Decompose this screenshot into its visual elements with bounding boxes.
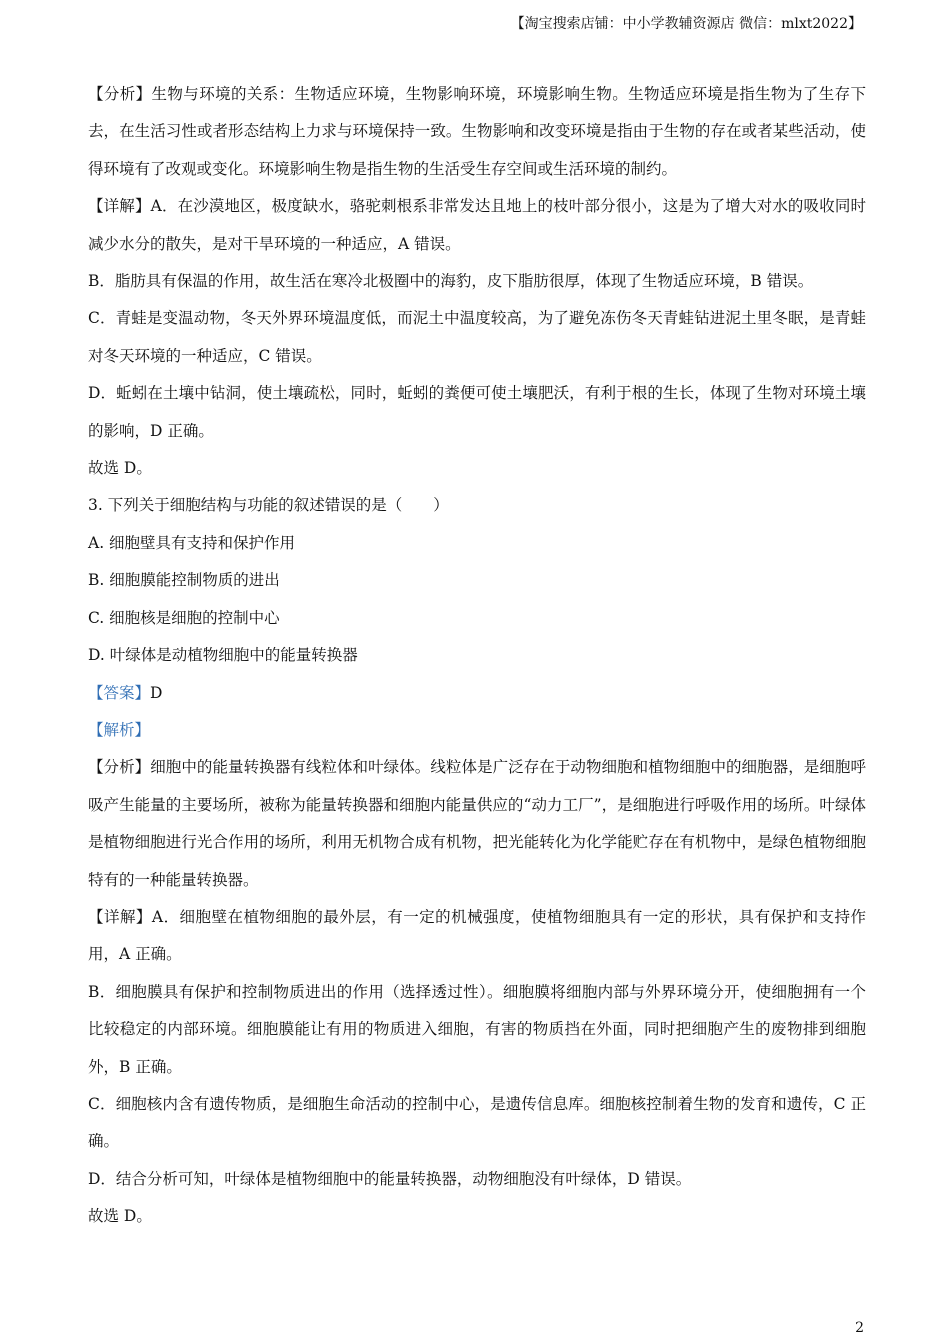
- question-stem: 3. 下列关于细胞结构与功能的叙述错误的是（ ）: [88, 496, 449, 515]
- page-number: 2: [855, 1320, 864, 1336]
- detail-paragraph-2c: C．细胞核内含有遗传物质，是细胞生命活动的控制中心，是遗传信息库。细胞核控制着生物的发育和遗传，C 正确。: [88, 1094, 866, 1151]
- detail-paragraph-2d: D．结合分析可知，叶绿体是植物细胞中的能量转换器，动物细胞没有叶绿体，D 错误。: [88, 1169, 692, 1188]
- detail-paragraph-2b: B．细胞膜具有保护和控制物质进出的作用（选择透过性）。细胞膜将细胞内部与外界环境分开，使细胞拥有一个比较稳定的内部环境。细胞膜能让有用的物质进入细胞，有害的物质挡在外面，同时把细胞产生的废物排到细胞外，B 正确。: [88, 982, 866, 1076]
- page-header: 【淘宝搜索店铺：中小学教辅资源店 微信：mlxt2022】: [510, 16, 862, 32]
- option-a: A. 细胞壁具有支持和保护作用: [88, 533, 296, 552]
- analysis-paragraph-2: 【分析】细胞中的能量转换器有线粒体和叶绿体。线粒体是广泛存在于动物细胞和植物细胞中的细胞器，是细胞呼吸产生能量的主要场所，被称为能量转换器和细胞内能量供应的“动力工厂”，是细胞进行呼吸作用的场所。叶绿体是植物细胞进行光合作用的场所，利用无机物合成有机物，把光能转化为化学能贮存在有机物中，是绿色植物细胞特有的一种能量转换器。: [88, 758, 866, 889]
- document-body: [88, 76, 866, 1236]
- answer-value: D: [150, 683, 163, 702]
- conclusion: 故选 D。: [88, 459, 152, 478]
- detail-paragraph-a: 【详解】A．在沙漠地区，极度缺水，骆驼刺根系非常发达且地上的枝叶部分很小，这是为了增大对水的吸收同时减少水分的散失，是对干旱环境的一种适应，A 错误。: [88, 197, 866, 253]
- answer-label: 【答案】: [88, 683, 151, 702]
- answer-line: [88, 675, 866, 712]
- analysis-paragraph: 【分析】生物与环境的关系：生物适应环境，生物影响环境，环境影响生物。生物适应环境是指生物为了生存下去，在生活习性或者形态结构上力求与环境保持一致。生物影响和改变环境是指由于生物的存在或者某些活动，使得环境有了改观或变化。环境影响生物是指生物的生活受生存空间或生活环境的制约。: [88, 85, 866, 178]
- option-c: C. 细胞核是细胞的控制中心: [88, 608, 280, 627]
- conclusion-2: 故选 D。: [88, 1207, 152, 1226]
- detail-paragraph-c: C．青蛙是变温动物，冬天外界环境温度低，而泥土中温度较高，为了避免冻伤冬天青蛙钻进泥土里冬眠，是青蛙对冬天环境的一种适应，C 错误。: [88, 309, 866, 365]
- detail-paragraph-b: B．脂肪具有保温的作用，故生活在寒冷北极圈中的海豹，皮下脂肪很厚，体现了生物适应环境，B 错误。: [88, 272, 814, 291]
- detail-paragraph-2a: 【详解】A．细胞壁在植物细胞的最外层，有一定的机械强度，使植物细胞具有一定的形状，具有保护和支持作用，A 正确。: [88, 907, 866, 964]
- option-b: B. 细胞膜能控制物质的进出: [88, 571, 280, 590]
- option-d: D. 叶绿体是动植物细胞中的能量转换器: [88, 646, 358, 665]
- jiexi-label: 【解析】: [88, 720, 151, 739]
- detail-paragraph-d: D．蚯蚓在土壤中钻洞，使土壤疏松，同时，蚯蚓的粪便可使土壤肥沃，有利于根的生长，体现了生物对环境土壤的影响，D 正确。: [88, 384, 866, 440]
